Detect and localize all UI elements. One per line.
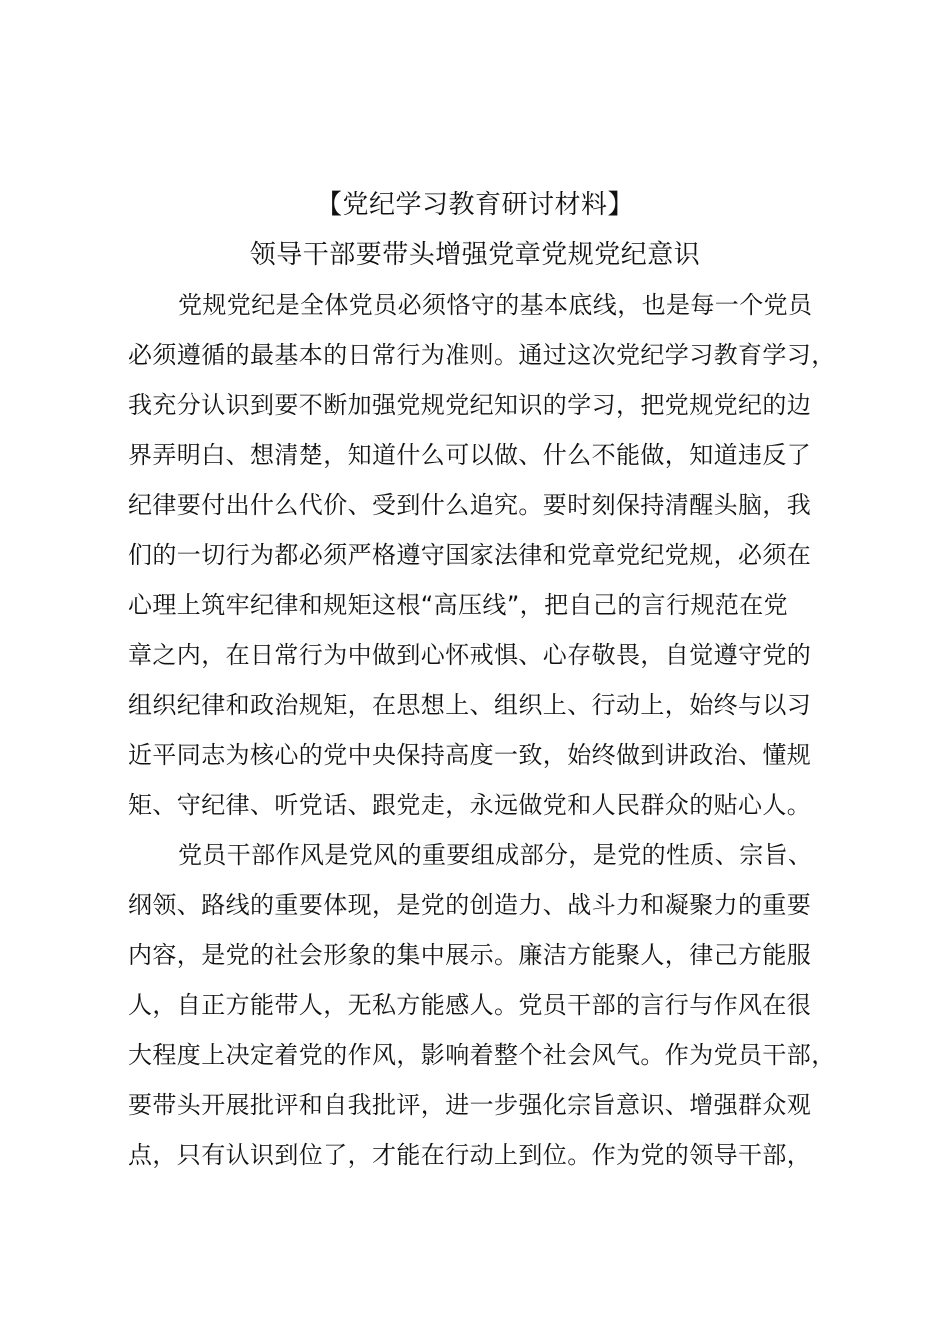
- paragraph-line: 心理上筑牢纪律和规矩这根“高压线”，把自己的言行规范在党: [128, 591, 789, 619]
- document-title-bracketed: 【党纪学习教育研讨材料】: [315, 190, 634, 220]
- paragraph-line: 纪律要付出什么代价、受到什么追究。要时刻保持清醒头脑，我: [128, 491, 812, 519]
- paragraph-line: 点，只有认识到位了，才能在行动上到位。作为党的领导干部，: [128, 1141, 812, 1169]
- paragraph-line: 人，自正方能带人，无私方能感人。党员干部的言行与作风在很: [128, 991, 812, 1019]
- paragraph-2: [128, 830, 836, 1180]
- paragraph-line: 党规党纪是全体党员必须恪守的基本底线，也是每一个党员: [178, 291, 813, 319]
- paragraph-line: 我充分认识到要不断加强党规党纪知识的学习，把党规党纪的边: [128, 391, 812, 419]
- paragraph-line: 党员干部作风是党风的重要组成部分，是党的性质、宗旨、: [178, 841, 813, 869]
- paragraph-line: 纲领、路线的重要体现，是党的创造力、战斗力和凝聚力的重要: [128, 891, 812, 919]
- paragraph-line: 们的一切行为都必须严格遵守国家法律和党章党纪党规，必须在: [128, 541, 812, 569]
- paragraph-line: 大程度上决定着党的作风，影响着整个社会风气。作为党员干部，: [128, 1041, 836, 1069]
- paragraph-line: 组织纪律和政治规矩，在思想上、组织上、行动上，始终与以习: [128, 691, 812, 719]
- paragraph-1: [128, 280, 836, 830]
- paragraph-line: 矩、守纪律、听党话、跟党走，永远做党和人民群众的贴心人。: [128, 791, 812, 819]
- paragraph-line: 内容，是党的社会形象的集中展示。廉洁方能聚人，律己方能服: [128, 941, 812, 969]
- document-title-main: 领导干部要带头增强党章党规党纪意识: [249, 240, 701, 270]
- paragraph-line: 近平同志为核心的党中央保持高度一致，始终做到讲政治、懂规: [128, 741, 812, 769]
- paragraph-line: 章之内，在日常行为中做到心怀戒惧、心存敬畏，自觉遵守党的: [128, 641, 812, 669]
- paragraph-line: 界弄明白、想清楚，知道什么可以做、什么不能做，知道违反了: [128, 441, 812, 469]
- paragraph-line: 必须遵循的最基本的日常行为准则。通过这次党纪学习教育学习，: [128, 341, 836, 369]
- paragraph-line: 要带头开展批评和自我批评，进一步强化宗旨意识、增强群众观: [128, 1091, 812, 1119]
- document-body: [128, 280, 836, 1180]
